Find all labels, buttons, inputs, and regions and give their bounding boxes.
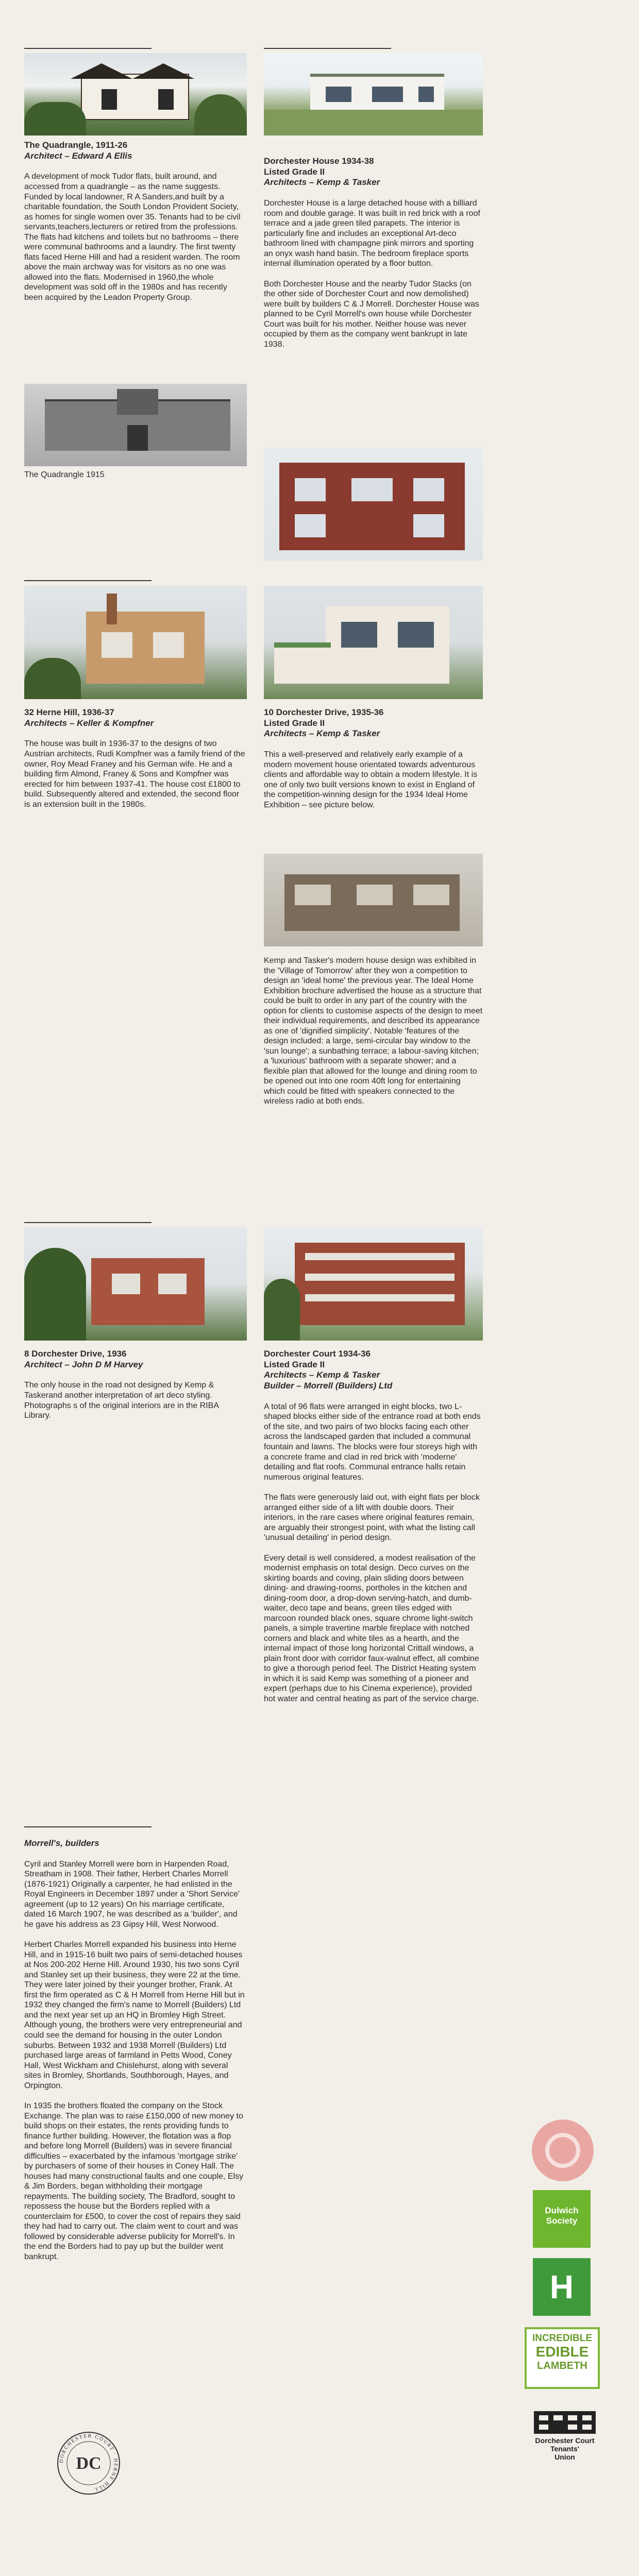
quadrangle-body: A development of mock Tudor flats, built around, and accessed from a quadrangle – as the name suggests. Funded by local landowner, R A Sanders,and built by a charitable foundation, the South London Provident Society, as homes for single women over 35. Tenants had to be civil servants,teachers,lecturers or retired from the professions. The flats had kitchens and toilets but no bathrooms – there were communal bathrooms and a laundry. The first twenty flats faced Herne Hill and had a resident warden. The room above the main archway was for visitors as no one was allowed into the flats. Modernised in 1960,the whole development was sold off in the 1980s and has recently been acquired by the Leadon Property Group. xyxy=(24,172,241,302)
dorchester-court-photo xyxy=(264,1227,483,1341)
dorchester-drive-8-architect: Architect – John D M Harvey xyxy=(24,1359,143,1369)
tenants-line1: Dorchester Court xyxy=(535,2436,595,2445)
dorchester-house-body-1: Dorchester House is a large detached house with a billiard room and double garage. It was built in red brick with a roof terrace and a jade green tiled parapets. The interior is particularly fine and includes an exceptional Art-deco bathroom lined with champagne pink mirrors and sporting an onyx wash hand basin. The bedroom fireplace sports internal illumination operated by a floor button. xyxy=(264,199,480,268)
dorchester-drive-10-grade: Listed Grade II xyxy=(264,718,325,728)
dorchester-court-body-2: The flats were generously laid out, with eight flats per block arranged either side of a lift with double doors. Their interiors, in the rare cases where original features remain, are arguably their strongest point, with what the listing call 'unusual detailing' in period design. xyxy=(264,1493,480,1543)
herne-hill-32-body: The house was built in 1936-37 to the designs of two Austrian architects, Rudi Kompfner was a family friend of the owner, Roy Mead Franey and his German wife. He and a building firm Almond, Franey & Sons and Kompfner was erected for him between 1937-41. The house cost £1800 to build. Subsequently altered and extended, the second floor is an extension built in the 1980s. xyxy=(24,739,245,809)
morrells-body-3: In 1935 the brothers floated the company on the Stock Exchange. The plan was to raise £150,000 of new money to build shops on their estates, the rents providing funds to finance further building. However, the flotation was a flop and before long Morrell (Builders) was in severe financial difficulties – exacerbated by the infamous 'mortgage strike' by purchasers of some of their houses in Coney Hall. The houses had many constructional faults and one couple, Elsy & Jim Borders, began withholding their mortgage repayments. The building society, The Bradford, sought to repossess the house but the Borders replied with a counterclaim for £500, to cover the cost of repairs they said they had had to carry out. The claim went to court and was followed by considerable adverse publicity for Morrell's. In the end the Borders had to pay up but the builder went bankrupt. xyxy=(24,2102,244,2261)
herne-hill-32-title: 32 Herne Hill, 1936-37 xyxy=(24,707,114,717)
dc-seal-ring-text: DORCHESTER COURT · HERNE HILL xyxy=(58,2433,119,2493)
dorchester-house-body-2: Both Dorchester House and the nearby Tudor Stacks (on the other side of Dorchester Court and now demolished) were built by builders C & J Morrell. Dorchester House was planned to be Cyril Morrell's own house while Dorchester Court was built for his mother. Neither house was never occupied by them as the company went bankrupt in late 1938. xyxy=(264,279,479,349)
dc-seal-logo xyxy=(55,2430,122,2497)
quadrangle-architect: Architect – Edward A Ellis xyxy=(24,150,132,161)
dorchester-court-text xyxy=(264,1349,483,1704)
dorchester-house-architect: Architects – Kemp & Tasker xyxy=(264,177,380,188)
herne-hill-32-architect: Architects – Keller & Kompfner xyxy=(24,718,154,728)
section4-rule xyxy=(24,1826,152,1827)
dulwich-society-line1: Dulwich xyxy=(545,2206,579,2215)
dorchester-drive-10-body-1: This a well-preserved and relatively early example of a modern movement house orientated towards adventurous clients and affordable way to obtain a modern lifestyle. It is one of only two built versions known to exist in England of the competition-winning design for the 1934 Ideal Home Exhibition – see picture below. xyxy=(264,750,478,809)
ideal-home-photo xyxy=(264,854,483,946)
dulwich-society-logo xyxy=(533,2190,591,2248)
herne-hill-32-photo xyxy=(24,586,247,699)
morrells-body-2: Herbert Charles Morrell expanded his business into Herne Hill, and in 1915-16 built two pairs of semi-detached houses at Nos 200-202 Herne Hill. Around 1930, his two sons Cyril and Stanley set up their business, they were 22 at the time. They were later joined by their younger brother, Frank. At first the firm operated as C & H Morrell from Herne Hill but in 1932 they changed the firm's name to Morrell (Builders) Ltd and the next year set up an HQ in Bromley High Street. Although young, the brothers were very entrepreneurial and could see the demand for housing in the outer London suburbs. Between 1932 and 1938 Morrell (Builders) Ltd purchased large areas of farmland in Petts Wood, Coney Hall, West Wickham and Chislehurst, along with several sites in Bromley, Shortlands, Southborough, Hayes, and Orpington. xyxy=(24,1940,245,2090)
section2-rule xyxy=(24,580,152,581)
dorchester-court-builder: Builder – Morrell (Builders) Ltd xyxy=(264,1381,393,1391)
herne-hill-32-text xyxy=(24,707,247,809)
dorchester-court-grade: Listed Grade II xyxy=(264,1359,325,1369)
tenants-line3: Union xyxy=(554,2453,575,2461)
h-letter: H xyxy=(549,2268,574,2306)
section3-rule xyxy=(24,1222,152,1223)
tenants-building-icon xyxy=(523,2401,607,2435)
morrells-body-1: Cyril and Stanley Morrell were born in Harpenden Road, Streatham in 1908. Their father, Herbert Charles Morrell (1876-1921) Originally a carpenter, he had enlisted in the Royal Engineers in December 1897 under a 'Short Service' agreement (up to 12 years) On his marriage certificate, dated 16 March 1907, he was described as a 'builder', and he gave his address as 23 Gipsy Hill, West Norwood. xyxy=(24,1859,240,1929)
quadrangle-1915-photo xyxy=(24,384,247,466)
dorchester-house-brick-photo xyxy=(264,447,483,561)
quadrangle-photo xyxy=(24,53,247,135)
dorchester-drive-8-body: The only house in the road not designed by Kemp & Taskerand another interpretation of art deco styling. Photographs s of the original interiors are in the RIBA Library. xyxy=(24,1381,219,1420)
dorchester-drive-10-architect: Architects – Kemp & Tasker xyxy=(264,728,380,739)
edible-text: EDIBLE xyxy=(535,2343,589,2360)
dorchester-drive-8-title: 8 Dorchester Drive, 1936 xyxy=(24,1349,127,1359)
morrells-title: Morrell's, builders xyxy=(24,1838,99,1848)
dorchester-court-body-3: Every detail is well considered, a modest realisation of the modernist emphasis on total design. Deco curves on the skirting boards and coving, plain sliding doors between dining- and drawing-rooms, portholes in the kitchen and dining-room door, a drop-down serving-hatch, and dumb-waiter, deco tape and beans, green tiles edged with marcoon rounded black ones, square chrome light-switch panels, a simple travertine marble fireplace with notched corners and black and white tiles as a hearth, and the internal impact of those long horizontal Crittall windows, a plain front door with corridor faux-walnut effect, all combine to give a thorough period feel. The District Heating system in which it is said Kemp was something of a pioneer and expert (perhaps due to his Cinema experience), provided hot water and central heating as part of the service charge. xyxy=(264,1553,479,1703)
dorchester-drive-8-photo xyxy=(24,1227,247,1341)
dorchester-drive-10-title: 10 Dorchester Drive, 1935-36 xyxy=(264,707,384,717)
top-rule xyxy=(24,48,152,49)
pink-circle-logo xyxy=(532,2120,594,2181)
dorchester-court-title: Dorchester Court 1934-36 xyxy=(264,1349,371,1359)
incredible-text: INCREDIBLE xyxy=(532,2333,593,2344)
dorchester-house-text xyxy=(264,156,483,349)
quadrangle-title: The Quadrangle, 1911-26 xyxy=(24,140,128,150)
dorchester-house-grade: Listed Grade II xyxy=(264,166,325,177)
dorchester-court-body-1: A total of 96 flats were arranged in eight blocks, two L-shaped blocks either side of the entrance road at both ends of the site, and two pairs of two blocks facing each other across the landscaped garden that included a communal fountain and lawns. The blocks were four storeys high with a concrete frame and clad in red brick with 'moderne' detailing and flat roofs. Communal entrance halls retain numerous original features. xyxy=(264,1402,481,1482)
dc-seal-letters: DC xyxy=(76,2454,102,2473)
incredible-edible-lambeth-logo xyxy=(525,2327,600,2389)
h-logo xyxy=(533,2258,591,2316)
quadrangle-text xyxy=(24,140,247,302)
top-rule-right xyxy=(264,48,391,49)
lambeth-text: LAMBETH xyxy=(537,2360,587,2371)
dorchester-court-architect: Architects – Kemp & Tasker xyxy=(264,1370,380,1380)
dorchester-house-photo xyxy=(264,53,483,135)
dorchester-drive-10-text-2 xyxy=(264,956,483,1107)
dorchester-drive-8-text xyxy=(24,1349,247,1421)
dorchester-drive-10-body-2: Kemp and Tasker's modern house design was exhibited in the 'Village of Tomorrow' after they won a competition to design an 'ideal home' the previous year. The Ideal Home Exhibition brochure advertised the house as a structure that could be built to order in any part of the country with the option for clients to customise aspects of the design to meet their individual requirements, and described its appearance as one of 'dignified simplicity'. Notable 'features of the design included: a large, semi-circular bay window to the 'sun lounge'; a sunbathing terrace; a labour-saving kitchen; a 'luxurious' bathroom with a separate shower; and a flexible plan that allowed for the lounge and dining room to be opened out into one room 40ft long for entertaining which could be fitted with speakers connected to the wireless radio at both ends. xyxy=(264,956,483,1106)
dorchester-drive-10-photo xyxy=(264,586,483,699)
quadrangle-1915-caption: The Quadrangle 1915 xyxy=(24,470,105,479)
dorchester-house-title: Dorchester House 1934-38 xyxy=(264,156,374,166)
dorchester-drive-10-text xyxy=(264,707,483,810)
dulwich-society-line2: Society xyxy=(546,2216,578,2226)
tenants-line2: Tenants' xyxy=(550,2445,579,2453)
morrells-text xyxy=(24,1838,247,2262)
tenants-union-logo xyxy=(523,2401,607,2463)
